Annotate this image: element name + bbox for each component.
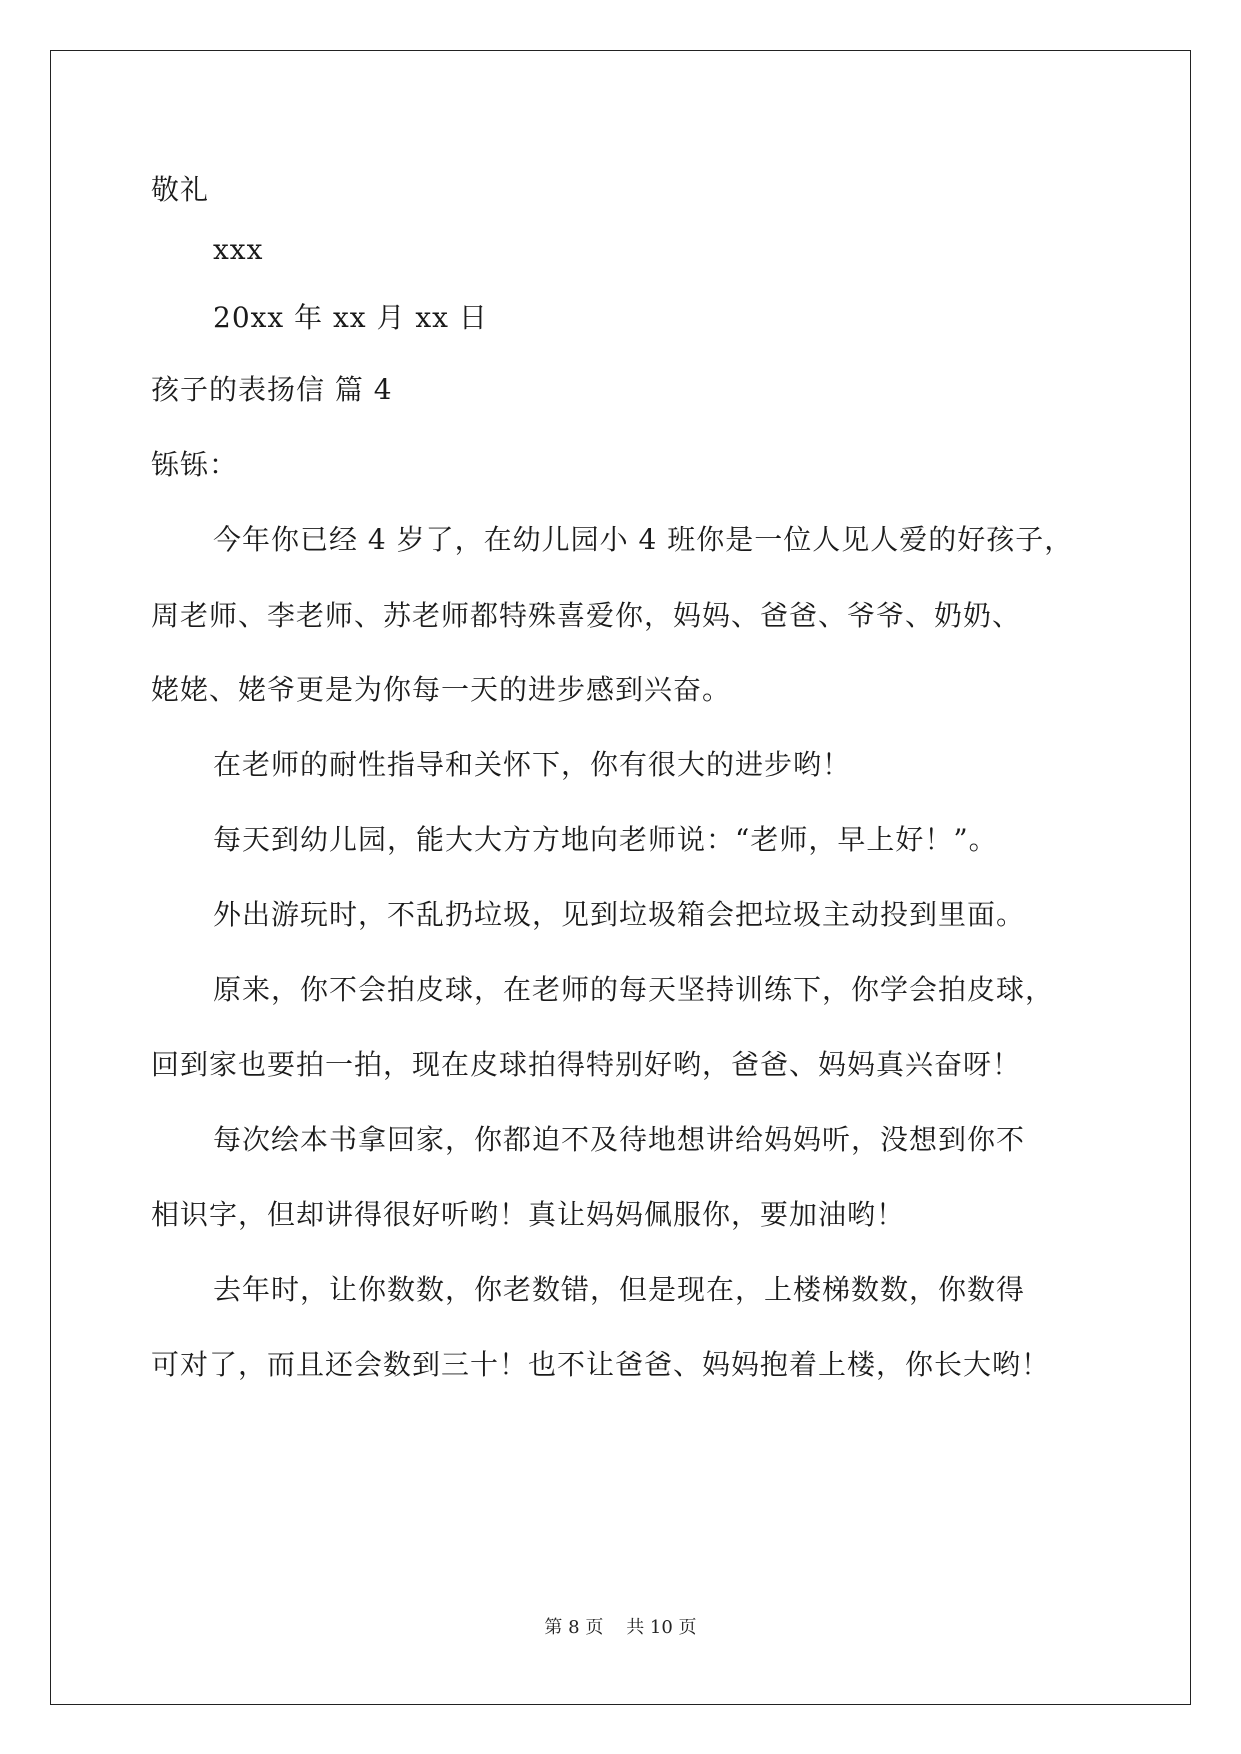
section-heading: 孩子的表扬信 篇 4	[151, 373, 393, 406]
paragraph-line: 每天到幼儿园，能大大方方地向老师说：“老师，早上好！”。	[213, 823, 998, 856]
paragraph-line: 今年你已经 4 岁了，在幼儿园小 4 班你是一位人见人爱的好孩子，	[213, 523, 1074, 556]
paragraph-line: 周老师、李老师、苏老师都特殊喜爱你，妈妈、爸爸、爷爷、奶奶、	[151, 599, 1022, 632]
paragraph-line: 原来，你不会拍皮球，在老师的每天坚持训练下，你学会拍皮球，	[213, 973, 1055, 1006]
letter-greeting: 铄铄：	[151, 448, 239, 481]
paragraph-line: 姥姥、姥爷更是为你每一天的进步感到兴奋。	[151, 673, 732, 706]
paragraph-line: 外出游玩时，不乱扔垃圾，见到垃圾箱会把垃圾主动投到里面。	[213, 898, 1026, 931]
paragraph-line: 在老师的耐性指导和关怀下，你有很大的进步哟！	[213, 748, 852, 781]
signature-date: 20xx 年 xx 月 xx 日	[213, 301, 488, 334]
closing-salutation: 敬礼	[151, 173, 210, 206]
page-number-footer: 第 8 页 共 10 页	[544, 1617, 697, 1638]
paragraph-line: 去年时，让你数数，你老数错，但是现在，上楼梯数数，你数得	[213, 1273, 1026, 1306]
signature-name: xxx	[213, 233, 264, 266]
paragraph-line: 相识字，但却讲得很好听哟！真让妈妈佩服你，要加油哟！	[151, 1198, 906, 1231]
paragraph-line: 可对了，而且还会数到三十！也不让爸爸、妈妈抱着上楼，你长大哟！	[151, 1348, 1051, 1381]
paragraph-line: 回到家也要拍一拍，现在皮球拍得特别好哟，爸爸、妈妈真兴奋呀！	[151, 1048, 1022, 1081]
paragraph-line: 每次绘本书拿回家，你都迫不及待地想讲给妈妈听，没想到你不	[213, 1123, 1026, 1156]
